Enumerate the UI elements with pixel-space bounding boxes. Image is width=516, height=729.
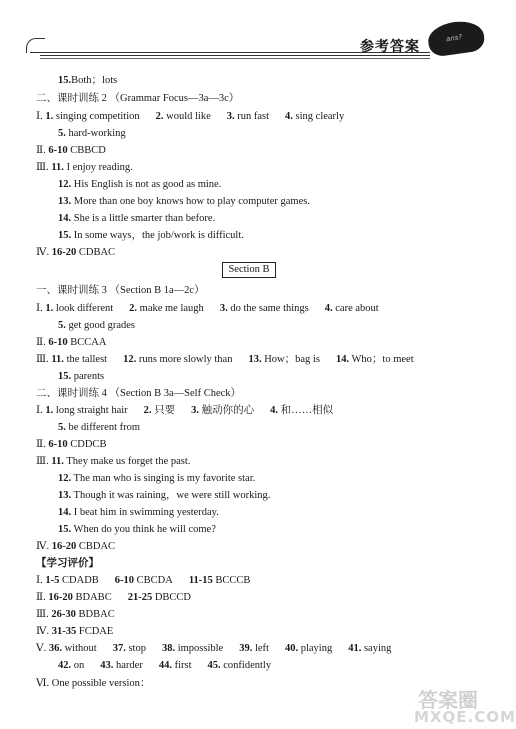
answer-line	[36, 591, 191, 605]
answer-text: 二、课时训练 4 （Section B 3a—Self Check）	[36, 388, 242, 399]
answer-text: Ⅰ.	[36, 303, 46, 314]
answer-text: 一、课时训练 3 （Section B 1a—2c）	[36, 285, 205, 296]
item-number: 1.	[45, 405, 54, 416]
answer-text: His English is not as good as mine.	[71, 179, 222, 190]
answer-text: parents	[71, 371, 105, 382]
answer-line	[36, 284, 205, 298]
item-number: 11-15	[188, 575, 213, 586]
answer-text: Ⅰ.	[36, 405, 46, 416]
answer-text: They make us forget the past.	[63, 456, 191, 467]
answer-text: hard-working	[65, 128, 126, 139]
answer-text: left	[252, 643, 269, 654]
item-number: 【学习评价】	[36, 558, 99, 569]
answer-line	[36, 353, 414, 367]
answer-line	[58, 523, 216, 537]
answer-line	[36, 246, 115, 260]
header-curl	[26, 38, 45, 53]
watermark	[414, 684, 516, 728]
answer-line	[58, 74, 117, 88]
header-title: 参考答案	[360, 39, 420, 55]
item-number: 12.	[58, 179, 72, 190]
item-number: 41.	[348, 643, 362, 654]
item-number: 5.	[58, 320, 66, 331]
item-number: 3.	[226, 111, 235, 122]
answer-line	[58, 489, 270, 503]
answer-text: impossible	[175, 643, 224, 654]
answer-text: stop	[125, 643, 146, 654]
answer-text: BDABC	[72, 592, 112, 603]
answer-text: Ⅱ.	[36, 145, 49, 156]
answer-line	[36, 625, 113, 639]
item-number: 5.	[58, 128, 66, 139]
section-b-box: Section B	[222, 262, 276, 278]
answer-text: BDBAC	[75, 609, 115, 620]
answer-text: 二、课时训练 2 （Grammar Focus—3a—3c）	[36, 93, 240, 104]
answer-text: get good grades	[65, 320, 135, 331]
answer-text: Ⅳ.	[36, 541, 52, 552]
answer-text: CBDAC	[76, 541, 116, 552]
item-number: 3.	[219, 303, 228, 314]
answer-text: confidently	[220, 660, 272, 671]
header-rule-3	[40, 58, 430, 59]
item-number: 26-30	[51, 609, 76, 620]
item-number: 3.	[191, 405, 200, 416]
answer-line	[36, 557, 99, 571]
answer-text: CDBAC	[76, 247, 116, 258]
header-badge	[426, 18, 486, 57]
answer-line	[58, 659, 271, 673]
item-number: 31-35	[51, 626, 77, 637]
answer-text: sing clearly	[292, 111, 345, 122]
answer-line	[58, 195, 310, 209]
answer-text: The man who is singing is my favorite star.	[71, 473, 256, 484]
answer-text: Ⅳ.	[36, 247, 52, 258]
answer-text: harder	[113, 660, 143, 671]
answer-text: More than one boy knows how to play computer games.	[71, 196, 310, 207]
item-number: 15.	[58, 230, 72, 241]
answer-line	[36, 92, 239, 106]
answer-text: would like	[163, 111, 211, 122]
answer-line	[58, 370, 104, 384]
answer-line	[58, 212, 215, 226]
item-number: 1-5	[45, 575, 60, 586]
answer-line	[58, 229, 244, 243]
answer-text: run fast	[234, 111, 270, 122]
answer-text: runs more slowly than	[136, 354, 233, 365]
item-number: 43.	[100, 660, 114, 671]
item-number: 4.	[285, 111, 293, 122]
answer-line	[36, 161, 133, 175]
answer-line	[36, 110, 344, 124]
answer-text: BCCAA	[67, 337, 107, 348]
item-number: 13.	[58, 490, 72, 501]
answer-line	[58, 319, 135, 333]
item-number: 11.	[51, 456, 64, 467]
item-number: 2.	[143, 405, 152, 416]
watermark-en: MXQE.COM	[414, 708, 516, 726]
item-number: 40.	[284, 643, 299, 654]
answer-text: Ⅲ.	[36, 354, 52, 365]
answer-text: 触动你的心	[199, 405, 255, 416]
answer-line	[58, 472, 255, 486]
answer-text: I beat him in swimming yesterday.	[71, 507, 219, 518]
answer-text: without	[61, 643, 97, 654]
answer-line	[58, 421, 140, 435]
answer-line	[36, 455, 190, 469]
answer-line	[36, 404, 333, 418]
answer-text: Ⅲ.	[36, 609, 52, 620]
answer-text: Both；lots	[71, 75, 118, 86]
answer-text: 只要	[151, 405, 176, 416]
answer-text: CDDCB	[67, 439, 107, 450]
answer-text: In some ways，the job/work is difficult.	[71, 230, 244, 241]
item-number: 37.	[112, 643, 126, 654]
answer-text: Ⅱ.	[36, 592, 49, 603]
answer-line	[58, 127, 126, 141]
item-number: 15.	[58, 371, 72, 382]
item-number: 13.	[248, 354, 262, 365]
answer-text: be different from	[65, 422, 141, 433]
watermark-cn: 答案圈	[418, 688, 478, 712]
answer-text: Ⅳ.	[36, 626, 52, 637]
item-number: 6-10	[48, 145, 68, 156]
item-number: 14.	[58, 507, 72, 518]
answer-line	[36, 677, 150, 691]
answer-text: How；bag is	[261, 354, 320, 365]
item-number: 2.	[129, 303, 138, 314]
answer-text: the tallest	[63, 354, 108, 365]
item-number: 13.	[58, 196, 72, 207]
answer-text: Ⅱ.	[36, 439, 49, 450]
item-number: 4.	[270, 405, 279, 416]
answer-text: first	[171, 660, 192, 671]
item-number: 16-20	[51, 247, 77, 258]
answer-text: look different	[53, 303, 114, 314]
answer-text: Ⅴ.	[36, 643, 49, 654]
item-number: 45.	[207, 660, 221, 671]
answer-text: When do you think he will come?	[71, 524, 216, 535]
answer-text: saying	[361, 643, 392, 654]
item-number: 2.	[155, 111, 164, 122]
answer-line	[36, 540, 115, 554]
answer-text: on	[71, 660, 85, 671]
answer-line	[36, 144, 106, 158]
item-number: 6-10	[48, 337, 68, 348]
item-number: 44.	[158, 660, 172, 671]
answer-text: make me laugh	[137, 303, 204, 314]
answer-text: DBCCD	[152, 592, 192, 603]
answer-line	[36, 642, 391, 656]
item-number: 14.	[335, 354, 350, 365]
answer-text: BCCCB	[212, 575, 251, 586]
answer-text: long straight hair	[53, 405, 128, 416]
item-number: 42.	[58, 660, 72, 671]
item-number: 5.	[58, 422, 66, 433]
item-number: 14.	[58, 213, 72, 224]
answer-text: Ⅱ.	[36, 337, 49, 348]
answer-text: playing	[298, 643, 333, 654]
answer-text: singing competition	[53, 111, 140, 122]
answer-text: Ⅲ.	[36, 162, 52, 173]
item-number: 38.	[161, 643, 176, 654]
item-number: 11.	[51, 354, 64, 365]
answer-line	[58, 178, 221, 192]
header-badge-text: ans?	[445, 33, 463, 44]
item-number: 15.	[58, 524, 72, 535]
answer-line	[36, 608, 115, 622]
answer-text: 和……相似	[278, 405, 334, 416]
answer-line	[36, 387, 241, 401]
item-number: 21-25	[127, 592, 153, 603]
answer-text: Ⅲ.	[36, 456, 52, 467]
answer-text: She is a little smarter than before.	[71, 213, 216, 224]
item-number: 39.	[239, 643, 253, 654]
answer-text: Ⅵ. One possible version：	[36, 678, 151, 689]
answer-text: I enjoy reading.	[63, 162, 133, 173]
answer-line	[58, 506, 219, 520]
item-number: 12.	[58, 473, 72, 484]
item-number: 16-20	[48, 592, 73, 603]
item-number: 12.	[123, 354, 137, 365]
answer-text: Ⅰ.	[36, 111, 46, 122]
item-number: 1.	[45, 111, 54, 122]
answer-line	[36, 438, 106, 452]
answer-text: do the same things	[227, 303, 309, 314]
item-number: 6-10	[114, 575, 135, 586]
answer-text: Ⅰ.	[36, 575, 46, 586]
answer-line	[36, 302, 379, 316]
answer-text: Who；to meet	[349, 354, 414, 365]
item-number: 6-10	[48, 439, 68, 450]
answer-text: CBCDA	[134, 575, 173, 586]
item-number: 15.	[58, 75, 72, 86]
item-number: 4.	[324, 303, 333, 314]
item-number: 1.	[45, 303, 54, 314]
answer-line	[36, 336, 106, 350]
item-number: 16-20	[51, 541, 77, 552]
item-number: 36.	[48, 643, 62, 654]
answer-text: Though it was raining，we were still working.	[71, 490, 271, 501]
answer-text: care about	[332, 303, 379, 314]
answer-line	[36, 574, 250, 588]
answer-text: CDADB	[59, 575, 99, 586]
answer-text: FCDAE	[76, 626, 114, 637]
item-number: 11.	[51, 162, 64, 173]
answer-text: CBBCD	[67, 145, 106, 156]
